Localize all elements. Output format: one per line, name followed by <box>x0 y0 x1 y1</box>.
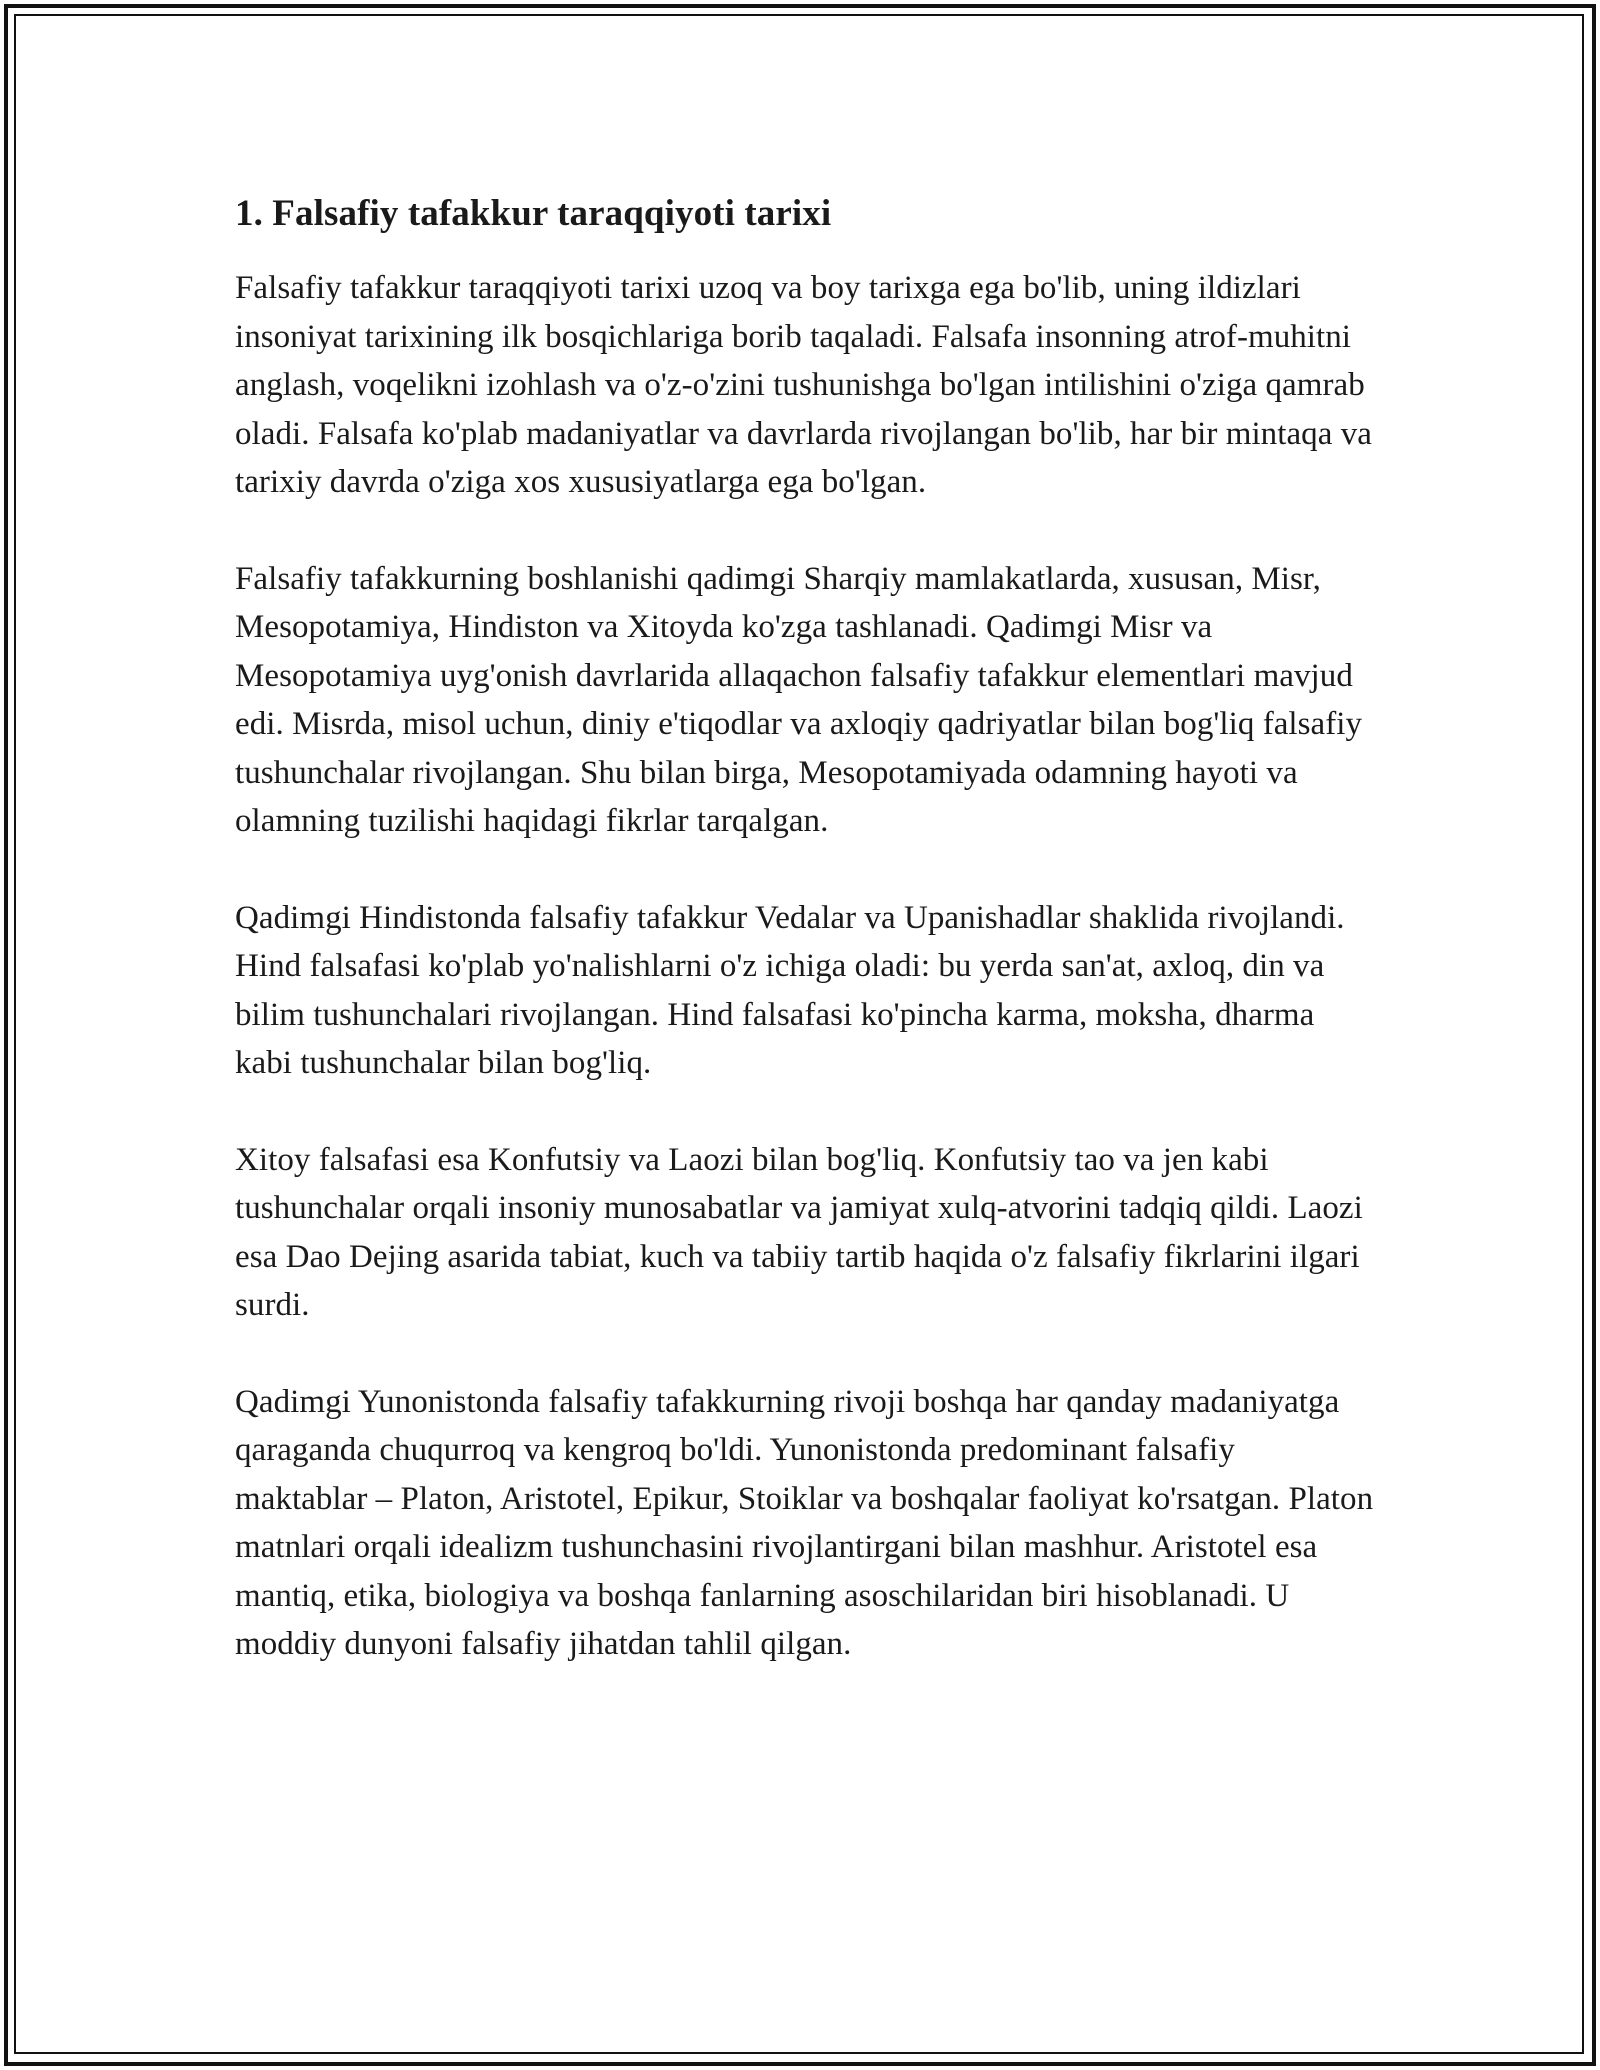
paragraph-china: Xitoy falsafasi esa Konfutsiy va Laozi bilan bog'liq. Konfutsiy tao va jen kabi tushunchalar orqali insoniy munosabatlar va jamiyat xulq-atvorini tadqiq qildi. Laozi esa Dao Dejing asarida tabiat, kuch va tabiiy tartib haqida o'z falsafiy fikrlarini ilgari surdi. <box>235 1141 1363 1323</box>
paragraph-ancient-east: Falsafiy tafakkurning boshlanishi qadimgi Sharqiy mamlakatlarda, xususan, Misr, Mesopotamiya, Hindiston va Xitoyda ko'zga tashlanadi. Qadimgi Misr va Mesopotamiya uyg'onish davrlarida allaqachon falsafiy tafakkur elementlari mavjud edi. Misrda, misol uchun, diniy e'tiqodlar va axloqiy qadriyatlar bilan bog'liq falsafiy tushunchalar rivojlangan. Shu bilan birga, Mesopotamiyada odamning hayoti va olamning tuzilishi haqidagi fikrlar tarqalgan. <box>235 560 1363 839</box>
document-body <box>235 186 1375 1717</box>
paragraph-greece: Qadimgi Yunonistonda falsafiy tafakkurning rivoji boshqa har qanday madaniyatga qaraganda chuqurroq va kengroq bo'ldi. Yunonistonda predominant falsafiy maktablar – Platon, Aristotel, Epikur, Stoiklar va boshqalar faoliyat ko'rsatgan. Platon matnlari orqali idealizm tushunchasini rivojlantirgani bilan mashhur. Aristotel esa mantiq, etika, biologiya va boshqa fanlarning asoschilaridan biri hisoblanadi. U moddiy dunyoni falsafiy jihatdan tahlil qilgan. <box>235 1383 1374 1662</box>
paragraph-india: Qadimgi Hindistonda falsafiy tafakkur Vedalar va Upanishadlar shaklida rivojlandi. Hind falsafasi ko'plab yo'nalishlarni o'z ichiga oladi: bu yerda san'at, axloq, din va bilim tushunchalari rivojlangan. Hind falsafasi ko'pincha karma, moksha, dharma kabi tushunchalar bilan bog'liq. <box>235 899 1345 1081</box>
paragraph-intro: Falsafiy tafakkur taraqqiyoti tarixi uzoq va boy tarixga ega bo'lib, uning ildizlari insoniyat tarixining ilk bosqichlariga borib taqaladi. Falsafa insonning atrof-muhitni anglash, voqelikni izohlash va o'z-o'zini tushunishga bo'lgan intilishini o'ziga qamrab oladi. Falsafa ko'plab madaniyatlar va davrlarda rivojlangan bo'lib, har bir mintaqa va tarixiy davrda o'ziga xos xususiyatlarga ega bo'lgan. <box>235 270 1372 500</box>
section-heading: 1. Falsafiy tafakkur taraqqiyoti tarixi <box>235 193 832 234</box>
